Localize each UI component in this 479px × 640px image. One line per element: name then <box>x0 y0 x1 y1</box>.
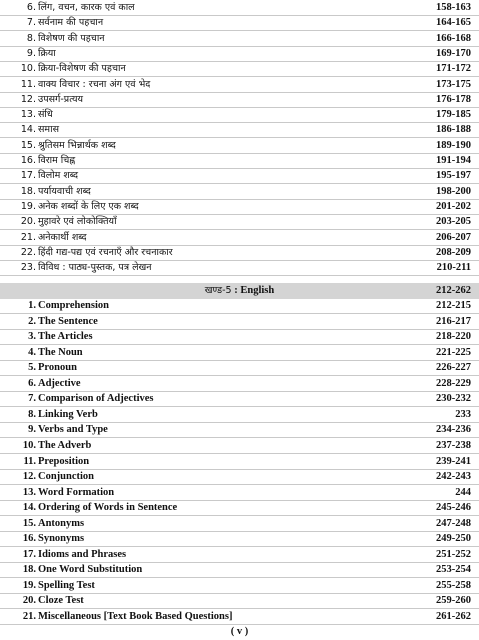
toc-item-title: विलोम शब्द <box>38 170 79 182</box>
toc-item-title: क्रिया-विशेषण की पहचान <box>38 63 126 75</box>
toc-row <box>0 423 479 438</box>
toc-item-title: पर्यायवाची शब्द <box>38 185 91 197</box>
toc-row <box>0 169 479 184</box>
toc-item-pages: 234-236 <box>436 424 471 436</box>
toc-item-number: 18. <box>22 564 36 576</box>
toc-item-title: Cloze Test <box>38 595 84 607</box>
toc-item-pages: 206-207 <box>436 231 471 243</box>
toc-row <box>0 16 479 31</box>
toc-row <box>0 408 479 423</box>
toc-item-title: लिंग, वचन, कारक एवं काल <box>38 2 135 13</box>
toc-item-number: 8. <box>26 32 36 44</box>
toc-item-pages: 237-238 <box>436 439 471 451</box>
toc-item-pages: 226-227 <box>436 362 471 374</box>
toc-item-title: Linking Verb <box>38 408 98 420</box>
toc-row <box>0 470 479 485</box>
toc-row <box>0 517 479 532</box>
toc-item-pages: 261-262 <box>436 611 471 622</box>
toc-item-number: 13. <box>22 486 36 498</box>
toc-row <box>0 299 479 314</box>
toc-item-number: 19. <box>22 579 36 591</box>
toc-item-pages: 208-209 <box>436 246 471 258</box>
toc-item-number: 22. <box>20 246 36 258</box>
toc-item-pages: 203-205 <box>436 216 471 228</box>
section-pages: 212-262 <box>436 285 471 296</box>
toc-item-pages: 259-260 <box>436 595 471 607</box>
toc-item-number: 14. <box>20 124 36 136</box>
toc-row <box>0 139 479 154</box>
toc-item-title: विविध : पाठ्य-पुस्तक, पत्र लेखन <box>38 262 152 274</box>
toc-item-pages: 230-232 <box>436 393 471 405</box>
toc-item-number: 21. <box>20 231 36 243</box>
toc-item-pages: 169-170 <box>436 47 471 59</box>
toc-row <box>0 78 479 93</box>
toc-item-number: 9. <box>26 47 36 59</box>
toc-item-number: 5. <box>28 362 36 374</box>
toc-item-pages: 244 <box>455 486 471 498</box>
section-label-hindi: खण्ड-5 <box>204 285 232 296</box>
toc-row <box>0 215 479 230</box>
toc-item-pages: 239-241 <box>436 455 471 467</box>
toc-item-title: Idioms and Phrases <box>38 548 127 560</box>
toc-item-pages: 195-197 <box>436 170 471 182</box>
toc-row <box>0 1 479 16</box>
toc-item-number: 6. <box>26 2 36 13</box>
toc-row <box>0 154 479 169</box>
toc-item-title: Adjective <box>38 377 81 389</box>
toc-row <box>0 315 479 330</box>
toc-item-number: 16. <box>22 533 36 545</box>
toc-item-title: The Adverb <box>38 439 92 451</box>
toc-item-number: 21. <box>22 611 36 622</box>
toc-item-title: Spelling Test <box>38 579 95 591</box>
toc-item-pages: 171-172 <box>436 63 471 75</box>
toc-item-number: 11. <box>20 78 36 90</box>
toc-item-number: 17. <box>22 548 36 560</box>
toc-item-number: 2. <box>28 315 36 327</box>
toc-item-number: 18. <box>20 185 36 197</box>
toc-row <box>0 610 479 625</box>
section-label-separator: : <box>231 285 241 296</box>
toc-item-number: 19. <box>20 200 36 212</box>
toc-item-number: 12. <box>20 93 36 105</box>
toc-item-number: 15. <box>22 517 36 529</box>
toc-row <box>0 200 479 215</box>
toc-row <box>0 123 479 138</box>
toc-item-pages: 251-252 <box>436 548 471 560</box>
toc-item-title: Miscellaneous [Text Book Based Questions] <box>38 611 233 622</box>
toc-item-number: 7. <box>26 17 36 29</box>
toc-item-pages: 212-215 <box>436 300 471 311</box>
toc-item-number: 11. <box>23 455 36 467</box>
toc-item-pages: 164-165 <box>436 17 471 29</box>
toc-item-title: Preposition <box>38 455 90 467</box>
toc-row <box>0 93 479 108</box>
toc-item-number: 10. <box>22 439 36 451</box>
toc-item-title: Comparison of Adjectives <box>38 393 154 405</box>
toc-item-number: 23. <box>20 262 36 274</box>
toc-item-pages: 158-163 <box>436 2 471 13</box>
toc-row <box>0 594 479 609</box>
toc-row <box>0 392 479 407</box>
toc-item-title: हिंदी गद्य-पद्य एवं रचनाएँ और रचनाकार <box>38 246 173 258</box>
toc-row <box>0 579 479 594</box>
toc-item-pages: 198-200 <box>436 185 471 197</box>
toc-row <box>0 246 479 261</box>
toc-item-number: 12. <box>22 471 36 483</box>
toc-item-title: Ordering of Words in Sentence <box>38 502 178 514</box>
toc-row <box>0 501 479 516</box>
toc-item-pages: 191-194 <box>436 155 471 166</box>
toc-row <box>0 346 479 361</box>
toc-item-title: वाक्य विचार : रचना अंग एवं भेद <box>38 78 151 90</box>
toc-item-number: 7. <box>28 393 36 405</box>
toc-item-title: Pronoun <box>38 362 77 374</box>
toc-item-pages: 210-211 <box>436 262 471 274</box>
toc-row <box>0 185 479 200</box>
toc-row <box>0 548 479 563</box>
toc-row <box>0 330 479 345</box>
toc-item-pages: 249-250 <box>436 533 471 545</box>
toc-item-pages: 166-168 <box>436 32 471 44</box>
toc-item-number: 20. <box>20 216 36 228</box>
toc-row <box>0 47 479 62</box>
toc-item-title: Conjunction <box>38 471 95 483</box>
toc-item-title: The Sentence <box>38 315 98 327</box>
toc-item-title: One Word Substitution <box>38 564 143 576</box>
toc-item-number: 10. <box>20 63 36 75</box>
toc-item-title: Comprehension <box>38 300 109 311</box>
toc-item-number: 8. <box>28 408 36 420</box>
toc-item-pages: 218-220 <box>436 331 471 343</box>
toc-row <box>0 62 479 77</box>
toc-item-title: The Noun <box>38 346 83 358</box>
toc-item-pages: 245-246 <box>436 502 471 514</box>
toc-item-number: 17. <box>20 170 36 182</box>
toc-item-title: Antonyms <box>38 517 85 529</box>
toc-item-title: समास <box>38 124 59 136</box>
toc-item-title: विशेषण की पहचान <box>38 32 105 44</box>
toc-item-number: 1. <box>28 300 36 311</box>
toc-row <box>0 486 479 501</box>
toc-row <box>0 563 479 578</box>
toc-item-title: मुहावरे एवं लोकोक्तियाँ <box>38 216 117 228</box>
toc-row <box>0 108 479 123</box>
toc-item-number: 4. <box>28 346 36 358</box>
toc-item-title: संधि <box>38 109 53 121</box>
toc-item-pages: 216-217 <box>436 315 471 327</box>
toc-item-pages: 221-225 <box>436 346 471 358</box>
toc-row <box>0 377 479 392</box>
toc-item-title: सर्वनाम की पहचान <box>38 17 104 29</box>
toc-item-number: 3. <box>28 331 36 343</box>
toc-item-pages: 176-178 <box>436 93 471 105</box>
toc-item-title: अनेक शब्दों के लिए एक शब्द <box>38 200 139 212</box>
toc-item-number: 13. <box>20 109 36 121</box>
toc-item-title: उपसर्ग-प्रत्यय <box>38 93 83 105</box>
toc-item-title: Synonyms <box>38 533 85 545</box>
toc-item-title: Verbs and Type <box>38 424 108 436</box>
toc-item-title: The Articles <box>38 331 93 343</box>
toc-row <box>0 231 479 246</box>
toc-item-number: 16. <box>20 155 36 166</box>
section-title <box>0 284 479 298</box>
toc-row <box>0 32 479 47</box>
toc-item-title: क्रिया <box>38 47 56 59</box>
toc-item-pages: 228-229 <box>436 377 471 389</box>
toc-item-pages: 173-175 <box>436 78 471 90</box>
toc-item-pages: 233 <box>455 408 471 420</box>
toc-item-title: Word Formation <box>38 486 115 498</box>
toc-item-pages: 179-185 <box>436 109 471 121</box>
toc-item-number: 14. <box>22 502 36 514</box>
toc-item-pages: 255-258 <box>436 579 471 591</box>
toc-item-pages: 189-190 <box>436 139 471 151</box>
toc-row <box>0 261 479 276</box>
toc-item-title: विराम चिह्न <box>38 155 76 166</box>
toc-item-pages: 253-254 <box>436 564 471 576</box>
toc-item-number: 15. <box>20 139 36 151</box>
page-number: ( v ) <box>230 626 249 637</box>
section-label-english: English <box>240 285 275 296</box>
section-header-english <box>0 283 479 299</box>
toc-item-pages: 201-202 <box>436 200 471 212</box>
toc-row <box>0 455 479 470</box>
toc-item-pages: 242-243 <box>436 471 471 483</box>
toc-item-title: श्रुतिसम भिन्नार्थक शब्द <box>38 139 116 151</box>
toc-item-pages: 247-248 <box>436 517 471 529</box>
toc-item-number: 20. <box>22 595 36 607</box>
toc-item-number: 9. <box>28 424 36 436</box>
toc-row <box>0 439 479 454</box>
toc-item-title: अनेकार्थी शब्द <box>38 231 87 243</box>
toc-item-number: 6. <box>28 377 36 389</box>
toc-item-pages: 186-188 <box>436 124 471 136</box>
toc-row <box>0 532 479 547</box>
toc-row <box>0 361 479 376</box>
